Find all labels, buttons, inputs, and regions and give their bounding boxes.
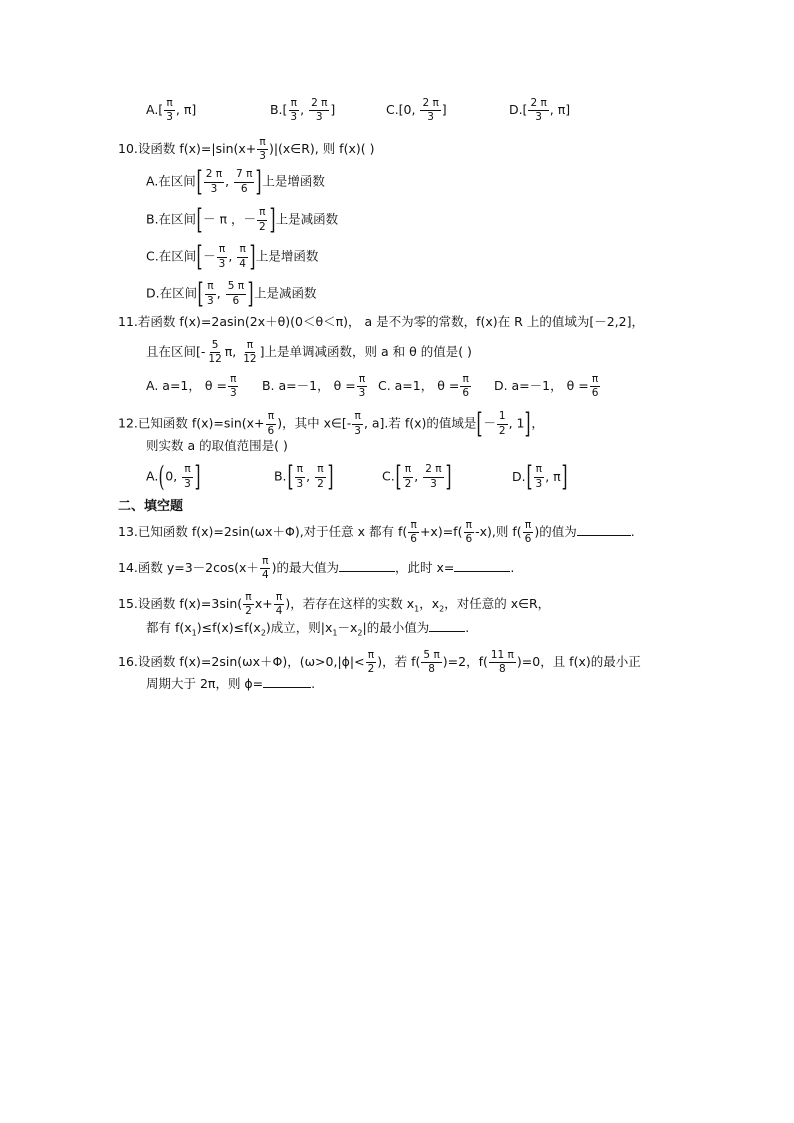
q11-stem-line2: 且在区间[- $\frac{5}{12}$ π, $\frac{\pi}{12}$ ]上是单调减函数，则 a 和 θ 的值是( )	[146, 339, 472, 366]
section-heading-fill-in: 二、填空题	[118, 499, 184, 514]
q11-option-b: B. a=－1， θ = $\frac{\pi}{3}$	[261, 373, 366, 400]
q15-stem-line2: 都有 $f(x_1)\le f(x)\le f(x_2)$成立，则$|x_1-x_2|$的最小值为 .	[146, 620, 470, 638]
q13-stem: 13.已知函数 f(x)=2sin(ωx＋Φ),对于任意 x 都有 f( $\frac{\pi}{6}$ +x)=f( $\frac{\pi}{6}$ -x),则 f( $\frac{\pi}{6}$ )的值为 .	[118, 519, 635, 546]
q12-stem-line2: 则实数 a 的取值范围是( )	[146, 438, 288, 453]
q14-answer-blank-1[interactable]	[339, 570, 395, 572]
q10-stem: 10.设函数 f(x)=|sin(x+ $\frac{\pi}{3}$ )|(x∈R), 则 f(x)( )	[118, 136, 375, 163]
q14-stem: 14.函数 y=3－2cos(x＋ $\frac{\pi}{4}$ )的最大值为 ，此时 x= .	[118, 555, 515, 582]
q12-option-a: A.(0, $\frac{\pi}{3}$ ]	[146, 460, 201, 493]
q11-option-d: D. a=－1， θ = $\frac{\pi}{6}$	[493, 373, 599, 400]
q12-option-d: D.[ $\frac{\pi}{3}$ , π]	[511, 460, 568, 493]
q15-answer-blank[interactable]	[429, 630, 465, 632]
q12-option-c: C.[ $\frac{\pi}{2}$ , $\frac{2 \pi}{3}$ ]	[381, 460, 452, 493]
q10-option-b: B.在区间[－ π ，－ $\frac{\pi}{2}$ ]上是减函数	[146, 203, 339, 236]
q11-stem-line1: 11.若函数 f(x)=2asin(2x＋θ)(0＜θ＜π)， a 是不为零的常数，f(x)在 R 上的值域为[－2,2]，	[118, 314, 644, 329]
q10-option-c: C.在区间[－ $\frac{\pi}{3}$ , $\frac{\pi}{4}$ ]上是增函数	[146, 240, 319, 273]
q15-stem-line1: 15.设函数 f(x)=3sin( $\frac{\pi}{2}$ x+ $\frac{\pi}{4}$ )，若存在这样的实数 $x_1$，$x_2$，对任意的 x∈R，	[118, 591, 551, 618]
q16-stem-line2: 周期大于 2π，则 ϕ= .	[146, 676, 316, 691]
q9-option-a: A.[ $\frac{\pi}{3}$ , π]	[146, 97, 197, 124]
q14-answer-blank-2[interactable]	[454, 570, 510, 572]
q11-option-c: C. a=1， θ = $\frac{\pi}{6}$	[377, 373, 469, 400]
q12-stem-line1: 12.已知函数 f(x)=sin(x+ $\frac{\pi}{6}$ )，其中 x∈[- $\frac{\pi}{3}$ , a].若 f(x)的值域是[－ $\frac{1}{2}$ , 1]，	[118, 407, 544, 440]
q12-option-b: B.[ $\frac{\pi}{3}$ , $\frac{\pi}{2}$ ]	[273, 460, 334, 493]
q13-answer-blank[interactable]	[577, 534, 631, 536]
q9-option-d: D.[ $\frac{2 \pi}{3}$ , π]	[508, 97, 571, 124]
q10-option-d: D.在区间[ $\frac{\pi}{3}$ , $\frac{5 \pi}{6}$ ]上是减函数	[146, 277, 317, 310]
q16-stem-line1: 16.设函数 f(x)=2sin(ωx＋Φ)，(ω>0,|ϕ|< $\frac{\pi}{2}$ )，若 f( $\frac{5 \pi}{8}$ )=2，f( $\frac{11 \pi}{8}$ )=0，且 f(x)的最小正	[118, 649, 641, 676]
q9-options	[146, 98, 570, 123]
q11-options	[146, 374, 601, 399]
q9-option-c: C.[0, $\frac{2 \pi}{3}$ ]	[385, 97, 447, 124]
q16-answer-blank[interactable]	[263, 686, 311, 688]
q9-option-b: B.[ $\frac{\pi}{3}$ , $\frac{2 \pi}{3}$ ]	[269, 97, 336, 124]
q12-options	[146, 460, 568, 493]
q10-option-a: A.在区间[ $\frac{2 \pi}{3}$ , $\frac{7 \pi}{6}$ ]上是增函数	[146, 165, 325, 198]
q11-option-a: A. a=1， θ = $\frac{\pi}{3}$	[146, 373, 237, 400]
